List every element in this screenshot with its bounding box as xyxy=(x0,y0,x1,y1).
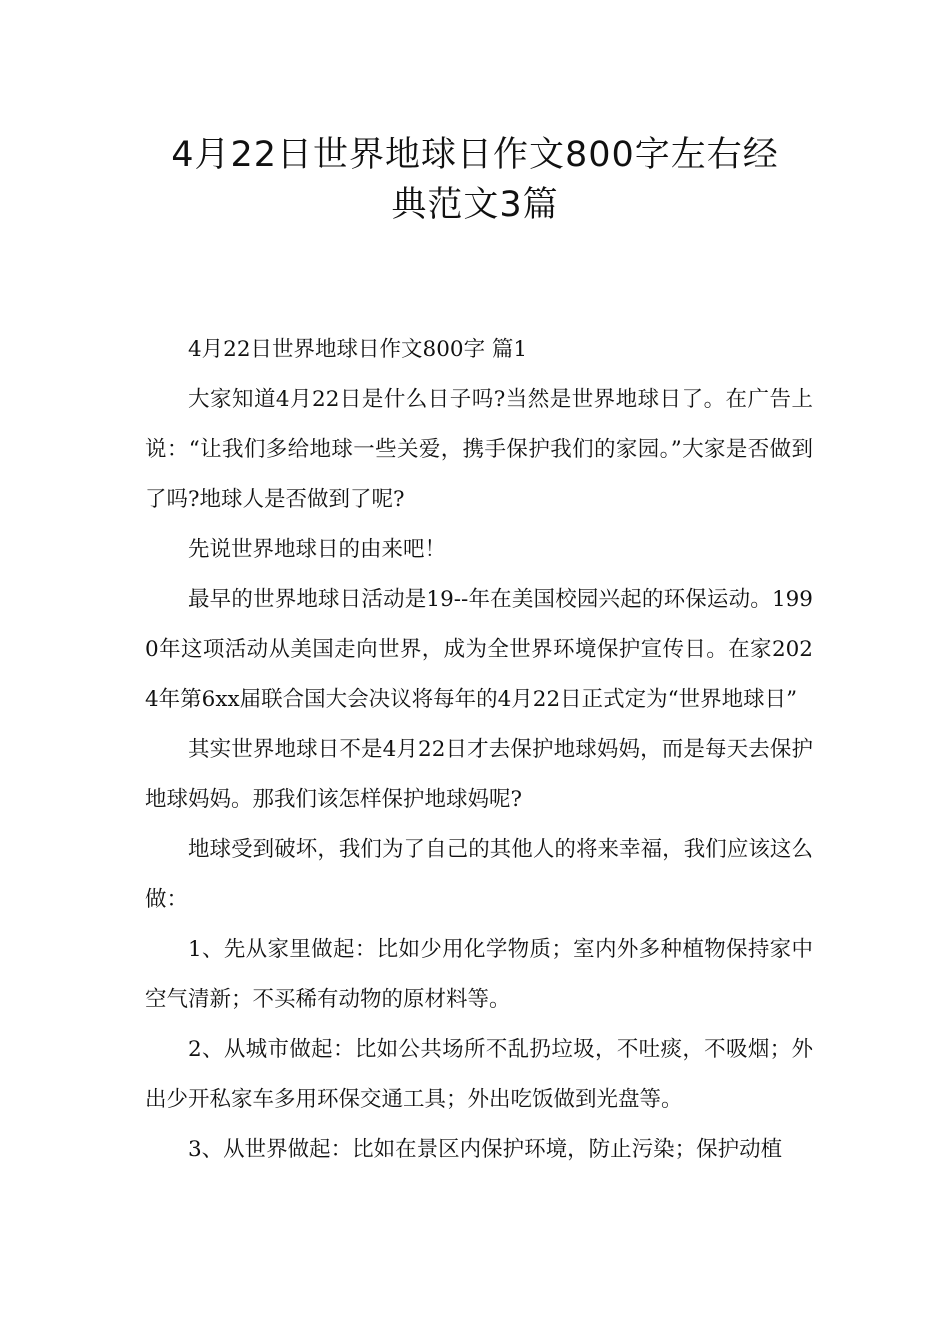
paragraph: 地球受到破坏，我们为了自己的其他人的将来幸福，我们应该这么做： xyxy=(145,837,813,912)
list-item: 2、从城市做起：比如公共场所不乱扔垃圾，不吐痰，不吸烟；外出少开私家车多用环保交通工具；外出吃饭做到光盘等。 xyxy=(145,1037,813,1112)
list-item: 3、从世界做起：比如在景区内保护环境，防止污染；保护动植 xyxy=(188,1137,783,1162)
paragraph: 最早的世界地球日活动是19--年在美国校园兴起的环保运动。1990年这项活动从美国走向世界，成为全世界环境保护宣传日。在家2024年第6xx届联合国大会决议将每年的4月22日正式定为“世界地球日” xyxy=(145,587,813,712)
paragraph: 先说世界地球日的由来吧！ xyxy=(188,537,447,562)
paragraph: 大家知道4月22日是什么日子吗?当然是世界地球日了。在广告上说：“让我们多给地球一些关爱，携手保护我们的家园。”大家是否做到了吗?地球人是否做到了呢? xyxy=(145,387,813,512)
document-title-line-2: 典范文3篇 xyxy=(391,185,559,225)
list-item: 1、先从家里做起：比如少用化学物质；室内外多种植物保持家中空气清新；不买稀有动物的原材料等。 xyxy=(145,937,813,1012)
document-title-line-1: 4月22日世界地球日作文800字左右经 xyxy=(171,135,779,175)
section-heading: 4月22日世界地球日作文800字 篇1 xyxy=(188,337,528,362)
document-body xyxy=(145,325,813,1175)
paragraph: 其实世界地球日不是4月22日才去保护地球妈妈，而是每天去保护地球妈妈。那我们该怎样保护地球妈呢? xyxy=(145,737,813,812)
